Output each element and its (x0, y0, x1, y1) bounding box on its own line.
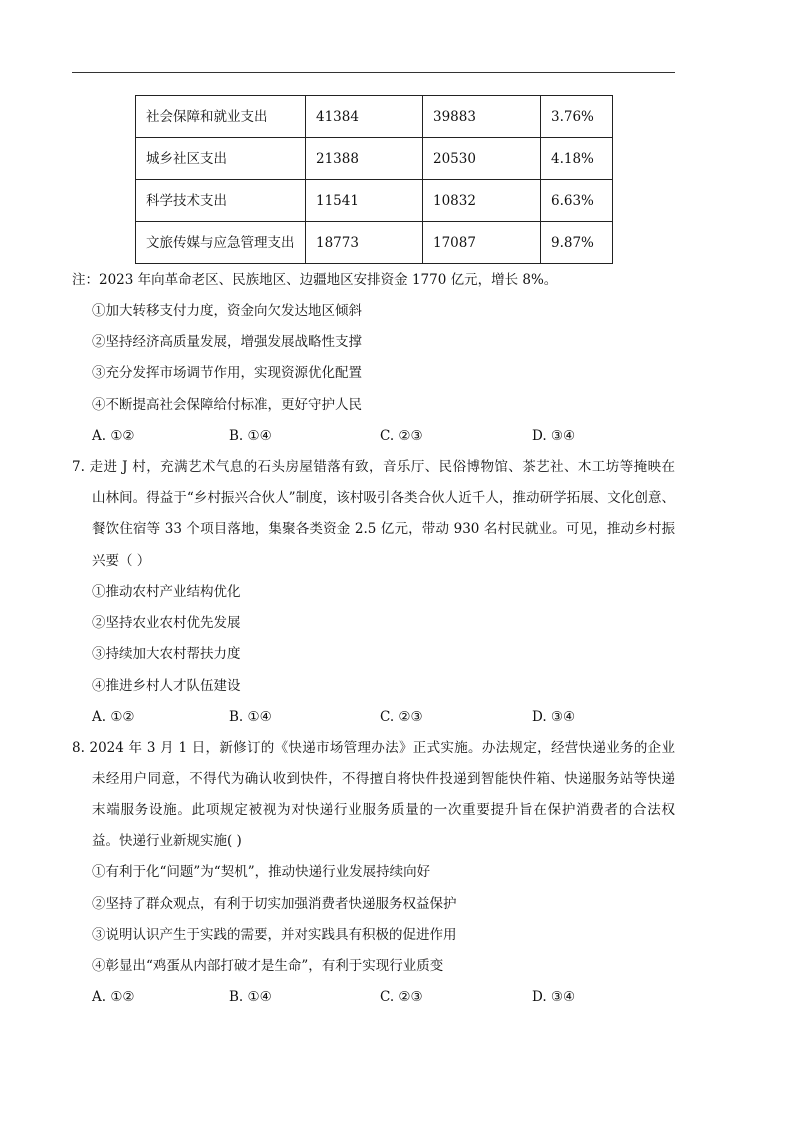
table-cell-category: 文旅传媒与应急管理支出 (136, 222, 306, 264)
q8-choice-c: C. ②③ (380, 989, 423, 1005)
q6-option-2: ②坚持经济高质量发展，增强发展战略性支撑 (92, 334, 362, 350)
table-cell-value: 21388 (306, 138, 423, 180)
q6-choice-c: C. ②③ (380, 428, 423, 444)
q6-choice-a: A. ①② (92, 428, 135, 444)
table-row (136, 180, 613, 222)
table-cell-growth: 9.87% (541, 222, 613, 264)
q8-option-2: ②坚持了群众观点，有利于切实加强消费者快递服务权益保护 (92, 896, 457, 912)
q7-choice-b: B. ①④ (229, 709, 272, 725)
q7-stem-line: 山林间。得益于“乡村振兴合伙人”制度，该村吸引各类合伙人近千人，推动研学拓展、文化创意、 (92, 490, 675, 506)
q7-option-4: ④推进乡村人才队伍建设 (92, 678, 241, 694)
table-cell-value: 41384 (306, 96, 423, 138)
table-row (136, 96, 613, 138)
table-cell-category: 城乡社区支出 (136, 138, 306, 180)
q7-option-1: ①推动农村产业结构优化 (92, 584, 241, 600)
q6-option-3: ③充分发挥市场调节作用，实现资源优化配置 (92, 365, 362, 381)
q8-choice-b: B. ①④ (229, 989, 272, 1005)
header-rule (72, 72, 675, 73)
q8-option-3: ③说明认识产生于实践的需要，并对实践具有积极的促进作用 (92, 927, 457, 943)
table-cell-value: 17087 (423, 222, 541, 264)
q7-stem-line: 餐饮住宿等 33 个项目落地，集聚各类资金 2.5 亿元，带动 930 名村民就业。可见，推动乡村振 (92, 521, 675, 537)
q7-stem-line: 兴要（ ） (92, 553, 151, 569)
q8-option-4: ④彰显出“鸡蛋从内部打破才是生命”，有利于实现行业质变 (92, 958, 444, 974)
table-cell-growth: 3.76% (541, 96, 613, 138)
table-cell-value: 18773 (306, 222, 423, 264)
q8-choice-a: A. ①② (92, 989, 135, 1005)
table-cell-growth: 4.18% (541, 138, 613, 180)
q8-stem-line: 未经用户同意，不得代为确认收到快件，不得擅自将快件投递到智能快件箱、快递服务站等快递 (92, 771, 675, 787)
expenditure-table (135, 95, 613, 264)
table-cell-category: 社会保障和就业支出 (136, 96, 306, 138)
q7-stem-line: 7. 走进 J 村，充满艺术气息的石头房屋错落有致，音乐厅、民俗博物馆、茶艺社、木工坊等掩映在 (72, 459, 675, 475)
q6-option-1: ①加大转移支付力度，资金向欠发达地区倾斜 (92, 303, 362, 319)
q7-option-3: ③持续加大农村帮扶力度 (92, 646, 241, 662)
q7-choice-a: A. ①② (92, 709, 135, 725)
q8-stem-line: 益。快递行业新规实施( ) (92, 833, 242, 849)
q6-choice-b: B. ①④ (229, 428, 272, 444)
table-cell-category: 科学技术支出 (136, 180, 306, 222)
table-row (136, 138, 613, 180)
table-note: 注：2023 年向革命老区、民族地区、边疆地区安排资金 1770 亿元，增长 8%。 (72, 272, 558, 288)
q8-stem-line: 8. 2024 年 3 月 1 日，新修订的《快递市场管理办法》正式实施。办法规定，经营快递业务的企业 (72, 740, 675, 756)
q6-choice-d: D. ③④ (532, 428, 576, 444)
table-cell-value: 39883 (423, 96, 541, 138)
q6-option-4: ④不断提高社会保障给付标准，更好守护人民 (92, 397, 362, 413)
q7-choice-c: C. ②③ (380, 709, 423, 725)
table-cell-value: 11541 (306, 180, 423, 222)
table-row (136, 222, 613, 264)
table-cell-growth: 6.63% (541, 180, 613, 222)
q8-option-1: ①有利于化“问题”为“契机”，推动快递行业发展持续向好 (92, 864, 431, 880)
table-cell-value: 10832 (423, 180, 541, 222)
table-cell-value: 20530 (423, 138, 541, 180)
q8-choice-d: D. ③④ (532, 989, 576, 1005)
q7-option-2: ②坚持农业农村优先发展 (92, 615, 241, 631)
q8-stem-line: 末端服务设施。此项规定被视为对快递行业服务质量的一次重要提升旨在保护消费者的合法权 (92, 802, 675, 818)
q7-choice-d: D. ③④ (532, 709, 576, 725)
